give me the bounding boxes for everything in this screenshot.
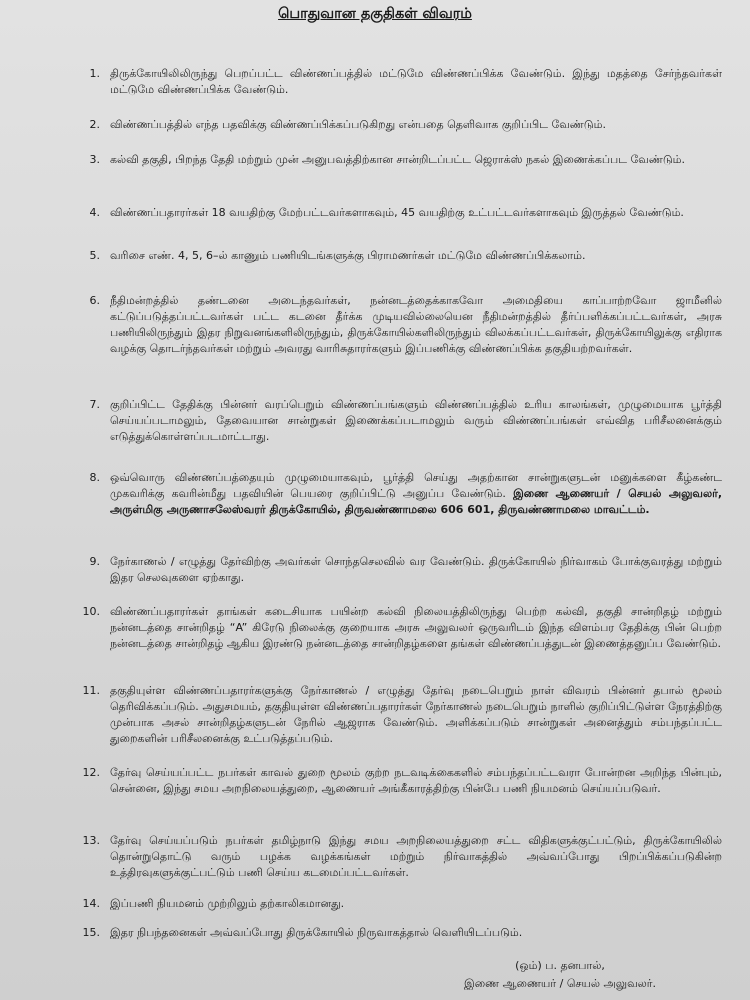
item-number: 2. [89, 118, 100, 131]
item-text: விண்ணப்பதாரர்கள் 18 வயதிற்கு மேற்பட்டவர்களாகவும், 45 வயதிற்கு உட்பட்டவர்களாகவும் இருத்தல் வேண்டும். [110, 206, 684, 219]
item-text: நேர்காணல் / எழுத்து தேர்விற்கு அவர்கள் சொந்தசெலவில் வர வேண்டும். திருக்கோயில் நிர்வாகம் போக்குவரத்து மற்றும் இதர செலவுகளை ஏற்காது. [110, 555, 722, 584]
item-number: 8. [89, 471, 100, 484]
item-number: 12. [82, 766, 100, 779]
item-text: நீதிமன்றத்தில் தண்டனை அடைந்தவர்கள், நன்னடத்தைக்காகவோ அமைதியை காப்பாற்றவோ ஜாமீனில் கட்டுப்படுத்தப்பட்டவர்கள் பட்ட கடனை தீர்க்க முடியவில்லையென நீதிமன்றத்தில் தீர்ப்பளிக்கப்பட்டவர்கள், அரசு பணியிலிருந்தும் இதர நிறுவனங்களிலிருந்தும், திருக்கோயில்களிலிருந்தும் விலக்கப்பட்டவர்கள், திருக்கோயிலுக்கு எதிராக வழக்கு தொடர்ந்தவர்கள் மற்றும் அவரது வாரிசுதாரர்களும் இப்பணிக்கு விண்ணப்பிக்க தகுதியற்றவர்கள். [110, 294, 722, 355]
item-number: 15. [82, 926, 100, 939]
item-number: 1. [89, 67, 100, 80]
address-text: இணை ஆணையர் / செயல் அலுவலர், அருள்மிகு அருணாசலேஸ்வரர் திருக்கோயில், திருவண்ணாமலை 606 601, திருவண்ணாமலை மாவட்டம். [110, 487, 723, 516]
item-text: விண்ணப்பதாரர்கள் தாங்கள் கடைசியாக பயின்ற கல்வி நிலையத்திலிருந்து பெற்ற கல்வி, தகுதி சான்றிதழ் மற்றும் நன்னடத்தை சான்றிதழ் “A” கிரேடு நிலைக்கு குறையாக அரசு அலுவலர் ஒருவரிடம் இந்த விளம்பர தேதிக்கு பின் பெற்ற நன்னடத்தை சான்றிதழ் ஆகிய இரண்டு நன்னடத்தை சான்றிதழ்களை தங்கள் விண்ணப்பத்துடன் இணைத்தனுப்ப வேண்டும். [110, 605, 722, 650]
item-text: குறிப்பிட்ட தேதிக்கு பின்னர் வரப்பெறும் விண்ணப்பங்களும் விண்ணப்பத்தில் உரிய காலங்கள், முழுமையாக பூர்த்தி செய்யப்படாமலும், தேவையான சான்றுகள் இணைக்கப்படாமலும் வரும் விண்ணப்பங்கள் எவ்வித பரிசீலனைக்கும் எடுத்துக்கொள்ளப்படமாட்டாது. [110, 398, 722, 443]
item-text: இதர நிபந்தனைகள் அவ்வப்போது திருக்கோயில் நிருவாகத்தால் வெளியிடப்படும். [110, 926, 523, 939]
item-text: திருக்கோயிலிலிருந்து பெறப்பட்ட விண்ணப்பத்தில் மட்டுமே விண்ணப்பிக்க வேண்டும். இந்து மதத்தை சேர்ந்தவர்கள் மட்டுமே விண்ணப்பிக்க வேண்டும். [110, 67, 722, 96]
item-number: 6. [89, 294, 100, 307]
item-text: தேர்வு செய்யப்படும் நபர்கள் தமிழ்நாடு இந்து சமய அறநிலையத்துறை சட்ட விதிகளுக்குட்பட்டும், திருக்கோயிலில் தொன்றுதொட்டு வரும் பழக்க வழக்கங்கள் மற்றும் நிர்வாகத்தில் அவ்வப்போது பிறப்பிக்கப்படுகின்ற உத்திரவுகளுக்குட்பட்டும் பணி செய்ய கடமைப்பட்டவர்கள். [110, 834, 722, 879]
signature-name: (ஒம்) ப. தனபால், [515, 959, 605, 972]
item-text: தேர்வு செய்யப்பட்ட நபர்கள் காவல் துறை மூலம் குற்ற நடவடிக்கைகளில் சம்பந்தப்பட்டவரா போன்றன அறிந்த பின்பும், சென்னை, இந்து சமய அறநிலையத்துறை, ஆணையர் அங்கீகாரத்திற்கு பின்பே பணி நியமனம் செய்யப்படுவர். [110, 766, 722, 795]
page-title: பொதுவான தகுதிகள் விவரம் [278, 6, 472, 22]
item-text: கல்வி தகுதி, பிறந்த தேதி மற்றும் முன் அனுபவத்திற்கான சான்றிடப்பட்ட ஜெராக்ஸ் நகல் இணைக்கப்பட வேண்டும். [110, 153, 685, 166]
item-number: 7. [89, 398, 100, 411]
item-text: இப்பணி நியமனம் முற்றிலும் தற்காலிகமானது. [110, 897, 345, 910]
item-number: 13. [82, 834, 100, 847]
item-text: வரிசை எண். 4, 5, 6–ல் காணும் பணியிடங்களுக்கு பிராமணர்கள் மட்டுமே விண்ணப்பிக்கலாம். [110, 249, 586, 262]
item-number: 5. [89, 249, 100, 262]
item-number: 9. [89, 555, 100, 568]
item-number: 4. [89, 206, 100, 219]
item-text: விண்ணப்பத்தில் எந்த பதவிக்கு விண்ணப்பிக்கப்படுகிறது என்பதை தெளிவாக குறிப்பிட வேண்டும். [110, 118, 606, 131]
item-number: 10. [82, 605, 100, 618]
item-text: தகுதியுள்ள விண்ணப்பதாரர்களுக்கு நேர்காணல் / எழுத்து தேர்வு நடைபெறும் நாள் விவரம் பின்னர் தபால் மூலம் தெரிவிக்கப்படும். அதுசமயம், தகுதியுள்ள விண்ணப்பதாரர்கள் நேர்காணல் நடைபெறும் நாளில் குறிப்பிட்டுள்ள நேரத்திற்கு முன்பாக அசல் சான்றிதழ்களுடன் நேரில் ஆஜராக வேண்டும். அளிக்கப்படும் சான்றுகள் அனைத்தும் சம்பந்தப்பட்ட துறைகளின் பரிசீலனைக்கு உட்படுத்தப்படும். [110, 684, 722, 745]
item-number: 3. [89, 153, 100, 166]
item-number: 11. [82, 684, 100, 697]
item-text: ஒவ்வொரு விண்ணப்பத்தையும் முழுமையாகவும், பூர்த்தி செய்து அதற்கான சான்றுகளுடன் மனுக்களை கீழ்கண்ட முகவரிக்கு கவரின்மீது பதவியின் பெயரை குறிப்பிட்டு அனுப்ப வேண்டும். இணை ஆணையர் / செயல் அலுவலர், அருள்மிகு அருணாசலேஸ்வரர் திருக்கோயில், திருவண்ணாமலை 606 601, திருவண்ணாமலை மாவட்டம். [110, 471, 723, 516]
signature-designation: இணை ஆணையர் / செயல் அலுவலர். [464, 977, 656, 990]
item-number: 14. [82, 897, 100, 910]
